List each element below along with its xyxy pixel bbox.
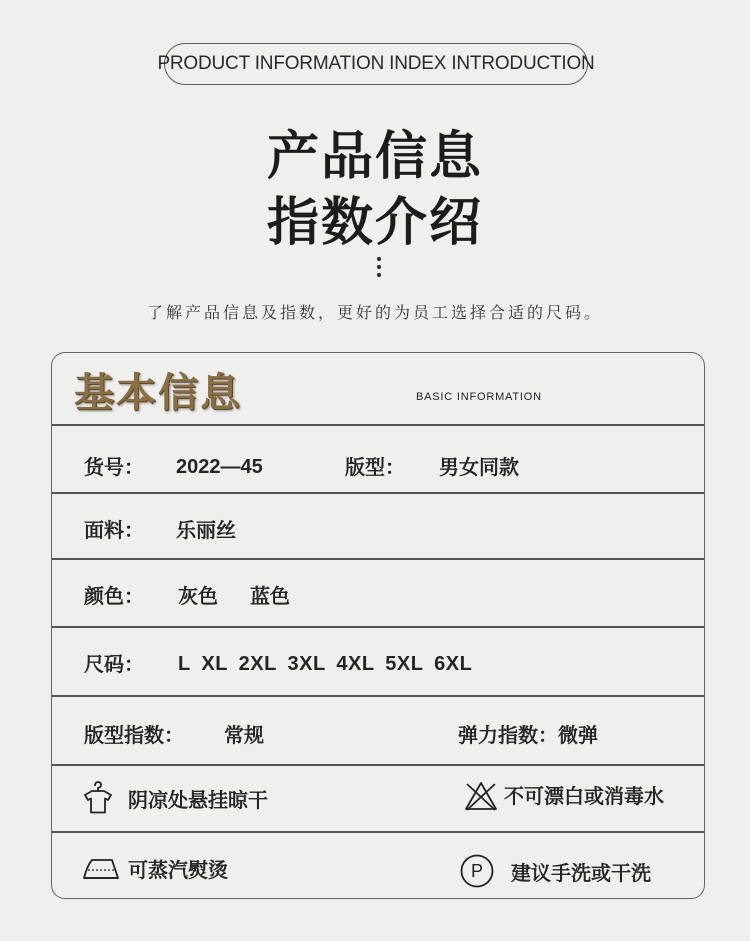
basic-info-card	[51, 352, 705, 899]
basic-info-subtitle: BASIC INFORMATION	[416, 391, 542, 403]
fit-value: 男女同款	[439, 455, 519, 479]
divider	[52, 424, 704, 426]
item-no-value: 2022—45	[176, 456, 263, 478]
care-dry-clean: 建议手洗或干洗	[511, 861, 651, 885]
divider	[52, 764, 704, 766]
header-pill	[157, 43, 595, 85]
care-no-bleach: 不可漂白或消毒水	[504, 784, 664, 808]
fit-label: 版型：	[345, 455, 405, 479]
fit-index-label: 版型指数：	[84, 723, 184, 747]
care-shade-dry: 阴凉处悬挂晾干	[128, 788, 268, 812]
fabric-value: 乐丽丝	[176, 518, 236, 542]
divider	[52, 626, 704, 628]
fit-index-value: 常规	[224, 723, 264, 747]
divider	[52, 695, 704, 697]
color-value-gray: 灰色	[178, 584, 218, 608]
header-pill-text: PRODUCT INFORMATION INDEX INTRODUCTION	[157, 53, 595, 74]
color-value-blue: 蓝色	[250, 584, 290, 608]
dry-clean-p-icon	[459, 853, 495, 889]
hanging-shirt-icon	[82, 780, 114, 816]
page-title-line2: 指数介绍	[266, 193, 483, 253]
page-subtitle: 了解产品信息及指数，更好的为员工选择合适的尺码。	[146, 303, 603, 322]
page-title-line1: 产品信息	[266, 127, 483, 187]
divider	[52, 558, 704, 560]
care-steam-iron: 可蒸汽熨烫	[128, 858, 228, 882]
size-label: 尺码：	[84, 652, 144, 676]
item-no-label: 货号：	[84, 455, 144, 479]
size-values: L XL 2XL 3XL 4XL 5XL 6XL	[178, 653, 473, 675]
divider	[52, 831, 704, 833]
stretch-index: 弹力指数：微弹	[458, 723, 598, 747]
ellipsis-dots	[376, 257, 382, 281]
dry-clean-letter: P	[470, 861, 484, 881]
color-label: 颜色：	[84, 584, 144, 608]
divider	[52, 492, 704, 494]
no-bleach-icon	[463, 780, 499, 812]
fabric-label: 面料：	[84, 518, 144, 542]
basic-info-title: 基本信息	[74, 369, 242, 416]
steam-iron-icon	[82, 856, 122, 882]
